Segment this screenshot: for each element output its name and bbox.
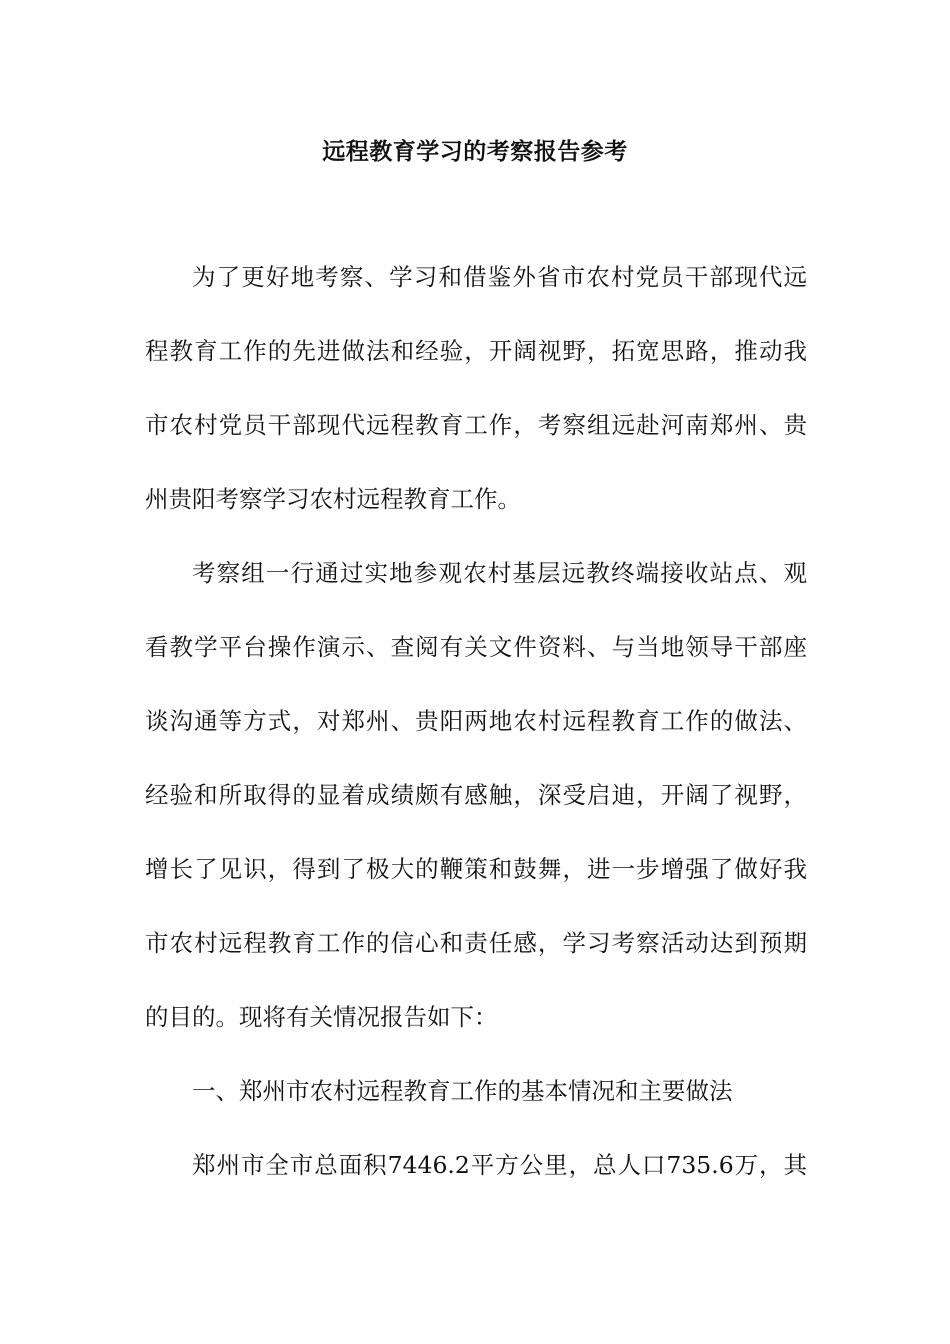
text-line: 一、郑州市农村远程教育工作的基本情况和主要做法: [192, 1077, 733, 1105]
text-line: 市农村远程教育工作的信心和责任感，学习考察活动达到预期: [145, 929, 807, 957]
text-line: 增长了见识，得到了极大的鞭策和鼓舞，进一步增强了做好我: [145, 855, 807, 883]
text-line: 市农村党员干部现代远程教育工作，考察组远赴河南郑州、贵: [145, 411, 807, 439]
text-line: 的目的。现将有关情况报告如下：: [145, 1003, 498, 1031]
text-line: 程教育工作的先进做法和经验，开阔视野，拓宽思路，推动我: [145, 337, 807, 365]
document-title: 远程教育学习的考察报告参考: [322, 138, 628, 165]
text-line: 考察组一行通过实地参观农村基层远教终端接收站点、观: [192, 559, 807, 587]
text-line: 为了更好地考察、学习和借鉴外省市农村党员干部现代远: [192, 263, 807, 291]
text-line: 看教学平台操作演示、查阅有关文件资料、与当地领导干部座: [145, 633, 807, 661]
text-line: 郑州市全市总面积7446.2平方公里，总人口735.6万，其: [192, 1151, 807, 1179]
text-line: 谈沟通等方式，对郑州、贵阳两地农村远程教育工作的做法、: [145, 707, 807, 735]
text-line: 经验和所取得的显着成绩颇有感触，深受启迪，开阔了视野，: [145, 781, 807, 809]
text-line: 州贵阳考察学习农村远程教育工作。: [145, 485, 521, 513]
document-body: [145, 255, 807, 1217]
